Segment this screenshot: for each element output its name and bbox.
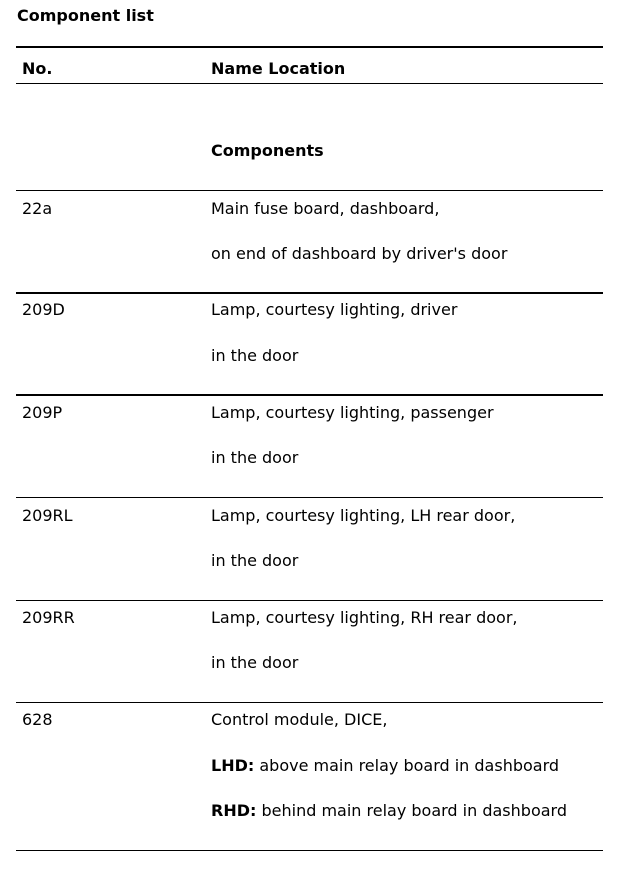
row-line: in the door (211, 653, 299, 672)
row-number: 209RR (22, 608, 75, 627)
row-line: Control module, DICE, (211, 710, 388, 729)
row-line: on end of dashboard by driver's door (211, 244, 508, 263)
table-rule-top (16, 46, 603, 48)
drive-side-label: RHD: (211, 801, 257, 820)
table-rule-header (16, 83, 603, 84)
row-number: 209P (22, 403, 63, 422)
row-number: 209RL (22, 506, 73, 525)
row-line-text: behind main relay board in dashboard (256, 801, 567, 820)
row-line: Lamp, courtesy lighting, LH rear door, (211, 506, 516, 525)
table-rule (16, 702, 603, 703)
row-line: in the door (211, 346, 299, 365)
row-line (211, 801, 567, 820)
row-line: in the door (211, 551, 299, 570)
row-number: 209D (22, 300, 65, 319)
table-rule (16, 394, 603, 396)
row-line: Main fuse board, dashboard, (211, 199, 440, 218)
row-number: 628 (22, 710, 53, 729)
section-label: Components (211, 141, 324, 160)
row-line-text: above main relay board in dashboard (254, 756, 560, 775)
column-header-no: No. (22, 59, 53, 78)
row-line: Lamp, courtesy lighting, RH rear door, (211, 608, 518, 627)
drive-side-label: LHD: (211, 756, 255, 775)
page-title: Component list (17, 6, 154, 25)
column-header-name-location: Name Location (211, 59, 346, 78)
table-rule (16, 190, 603, 191)
row-number: 22a (22, 199, 53, 218)
table-rule-bottom (16, 850, 603, 851)
row-line: Lamp, courtesy lighting, driver (211, 300, 458, 319)
row-line: in the door (211, 448, 299, 467)
table-rule (16, 600, 603, 601)
table-rule (16, 292, 603, 294)
row-line (211, 756, 559, 775)
row-line: Lamp, courtesy lighting, passenger (211, 403, 494, 422)
table-rule (16, 497, 603, 498)
